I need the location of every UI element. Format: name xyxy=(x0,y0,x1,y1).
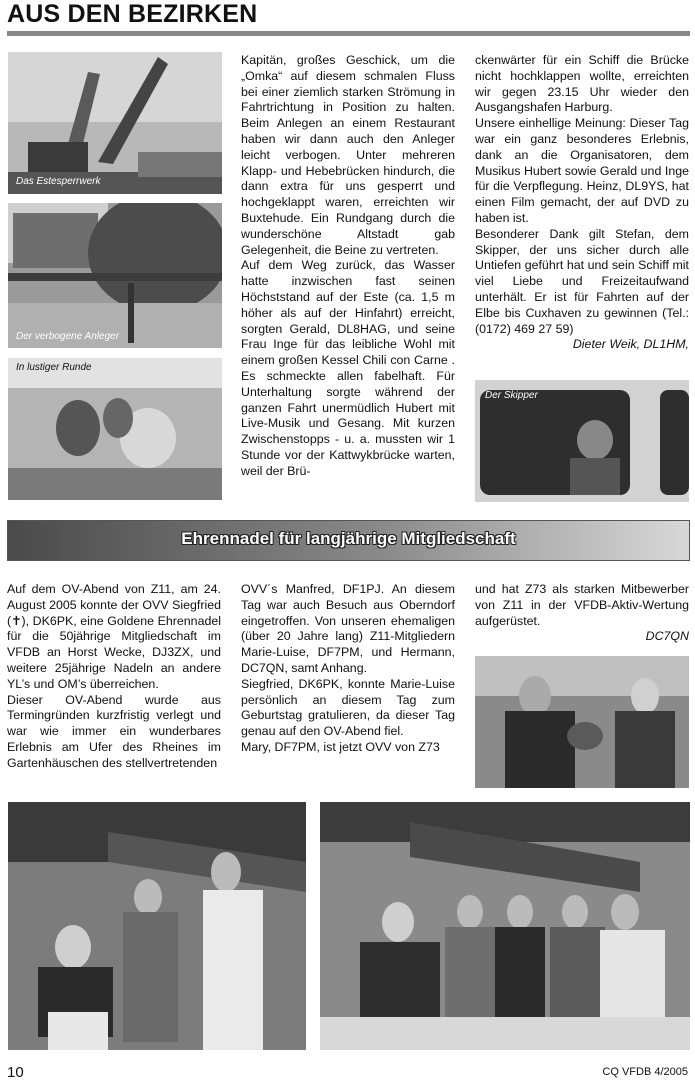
author-signature: Dieter Weik, DL1HM, xyxy=(572,337,689,352)
section2-column-3 xyxy=(475,582,689,645)
paragraph: Mary, DF7PM, ist jetzt OVV von Z73 xyxy=(241,739,440,754)
paragraph: OVV´s Manfred, DF1PJ. An diesem Tag war auch Besuch aus Oberndorf eingetroffen. Von unseren ehemaligen (über 20 Jahre lang) Z11-Mitgliedern Marie-Luise, DF7PM, und Hermann, DC7QN, samt Anhang. xyxy=(241,582,455,675)
photo-group-seated xyxy=(320,802,690,1050)
paragraph: Auf dem Weg zurück, das Wasser hatte inzwischen fast seinen Höchststand auf der Este (ca. 1,5 m höher als auf der Hinfahrt) erreicht, sorgten Gerald, DL8HAG, und seine Frau Inge für das leibliche Wohl mit einem großen Kessel Chili con Carne . Es schmeckte allen fabelhaft. Für Unterhaltung sorgte während der ganzen Fahrt unermüdlich Hubert mit Live-Musik und Gesang. Mit kurzen Zwischenstopps - u. a. mussten wir 1 Stunde vor der Kattwykbrücke warten, weil der Brü- xyxy=(241,258,455,478)
paragraph: Unsere einhellige Meinung: Dieser Tag war ein ganz besonderes Erlebnis, dank an die Organisatoren, dem Musikus Hubert sowie Gerald und Inge für die Verpflegung. Heinz, DL9YS, hat einen Film gemacht, der auf DVD zu haben ist. xyxy=(475,116,689,225)
photo-estesperrwerk xyxy=(8,52,222,194)
article-column-2 xyxy=(241,53,455,480)
issue-label: CQ VFDB 4/2005 xyxy=(602,1066,688,1078)
photo-caption: Das Estesperrwerk xyxy=(16,176,101,187)
section2-column-1 xyxy=(7,582,221,772)
paragraph: Auf dem OV-Abend von Z11, am 24. August 2005 konnte der OVV Siegfried (✝), DK6PK, eine Goldene Ehrennadel für die 50jährige Mitgliedschaft im VFDB an Horst Wecke, DJ3ZX, und weitere 25jährige Nadeln an andere YL’s und OM’s überreichen. xyxy=(7,582,221,691)
section-title: Ehrennadel für langjährige Mitgliedschaft xyxy=(181,529,516,548)
page-title: AUS DEN BEZIRKEN xyxy=(7,0,258,28)
photo-anleger xyxy=(8,203,222,348)
page-number: 10 xyxy=(7,1064,24,1081)
photo-caption: Der verbogene Anleger xyxy=(16,331,120,342)
author-signature: DC7QN xyxy=(645,629,689,644)
photo-skipper xyxy=(475,380,689,502)
title-rule xyxy=(7,31,690,36)
paragraph: ckenwärter für ein Schiff die Brücke nicht hochklappen wollte, erreichten wir gegen 23.15 Uhr wieder den Ausgangshafen Harburg. xyxy=(475,53,689,115)
paragraph: Dieser OV-Abend wurde aus Termingründen kurzfristig verlegt und war wie immer ein wunderbares Erlebnis am Ufer des Rheines im Gartenhäuschen des stellvertretenden xyxy=(7,692,221,770)
article-column-3 xyxy=(475,53,689,353)
photo-couple xyxy=(475,656,689,788)
paragraph: Siegfried, DK6PK, konnte Marie-Luise persönlich an diesem Tag zum Geburtstag gratulieren, da dieser Tag genau auf den OV-Abend fiel. xyxy=(241,676,455,739)
paragraph: Kapitän, großes Geschick, um die „Omka“ auf diesem schmalen Fluss bei einer ziemlich starken Strömung in Fahrtrichtung in Position zu halten. Beim Anlegen an einem Restaurant haben wir dann auch den Anleger leicht verbogen. Unter mehreren Klapp- und Hebebrücken hindurch, die dann extra für uns gesperrt und hochgeklappt waren, erreichten wir Buxtehude. Ein Rundgang durch die wunderschöne Altstadt gab Gelegenheit, die Beine zu vertreten. xyxy=(241,53,455,257)
photo-award-handover xyxy=(8,802,306,1050)
paragraph: Besonderer Dank gilt Stefan, dem Skipper, der uns sicher durch alle Untiefen geführt hat und sein Schiff mit viel Liebe und Freizeitaufwand unterhält. Er ist für Fahrten auf der Elbe bis Cuxhaven zu gewinnen (Tel.: (0172) 469 27 59) xyxy=(475,226,689,336)
section-banner xyxy=(7,520,690,561)
photo-caption: Der Skipper xyxy=(485,390,538,401)
photo-caption: In lustiger Runde xyxy=(16,362,92,373)
photo-runde xyxy=(8,358,222,500)
paragraph: und hat Z73 als starken Mitbewerber von Z11 in der VFDB-Aktiv-Wertung aufgerüstet. xyxy=(475,582,689,628)
section2-column-2 xyxy=(241,582,455,756)
